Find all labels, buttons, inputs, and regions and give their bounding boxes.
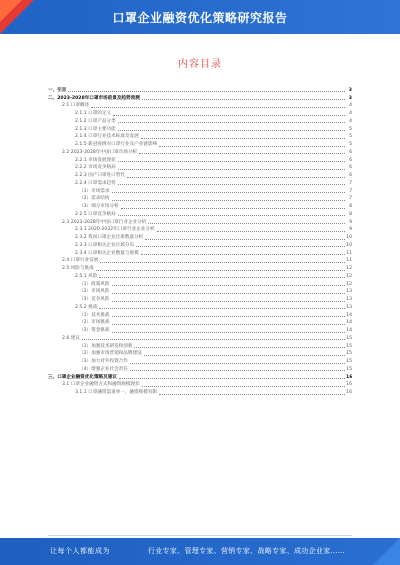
toc-entry[interactable]: [48, 326, 352, 334]
toc-leader-dots: [112, 332, 346, 333]
toc-entry-page: 11: [346, 258, 352, 264]
toc-entry-label: 2.1 口罩概述: [62, 103, 90, 109]
toc-leader-dots: [68, 91, 345, 92]
toc-entry-page: 15: [346, 335, 352, 341]
toc-entry[interactable]: [48, 156, 352, 164]
toc-entry-page: 6: [349, 149, 352, 155]
toc-entry[interactable]: [48, 319, 352, 327]
toc-entry[interactable]: [48, 288, 352, 296]
toc-entry-label: 2.3 2023-2028年中国口罩行业企业分析: [62, 219, 147, 225]
toc-entry-label: 2.2.2 市场竞争格局: [75, 165, 116, 171]
toc-leader-dots: [141, 138, 345, 139]
toc-entry-page: 13: [346, 304, 352, 310]
toc-entry-page: 4: [349, 118, 352, 124]
toc-entry-label: （4）增强企业社会责任: [79, 366, 128, 372]
toc-entry[interactable]: [48, 357, 352, 365]
toc-entry-page: 7: [349, 180, 352, 186]
toc-entry-label: 2.2.3 国产口罩进口替代: [75, 173, 125, 178]
toc-entry-label: 3.1.1 口罩融资渠道单一，融资规模有限: [75, 390, 158, 395]
toc-entry-label: （2）市场风险: [79, 289, 110, 295]
toc-leader-dots: [112, 192, 346, 193]
toc-title: 内容目录: [178, 59, 222, 70]
toc-entry[interactable]: [48, 365, 352, 373]
toc-entry-page: 12: [346, 273, 352, 279]
toc-entry[interactable]: [48, 195, 352, 203]
toc-entry[interactable]: [48, 264, 352, 272]
toc-entry-label: 2.5.1 风险: [75, 273, 98, 279]
toc-entry-page: 14: [346, 312, 352, 318]
toc-leader-dots: [112, 293, 346, 294]
toc-entry-label: 2.1.2 口罩产品分类: [75, 118, 116, 124]
toc-leader-dots: [141, 254, 345, 255]
toc-leader-dots: [139, 153, 345, 154]
toc-entry-page: 4: [349, 103, 352, 109]
toc-entry[interactable]: [48, 373, 352, 381]
toc-entry-label: （2）市场挑战: [79, 320, 110, 326]
toc-entry-page: 9: [349, 227, 352, 233]
toc-entry-label: 2.3.1 2020-2022年口罩行业企业分析: [75, 227, 155, 233]
toc-entry-page: 3: [348, 87, 352, 93]
toc-entry[interactable]: [48, 102, 352, 110]
toc-entry-page: 15: [346, 359, 352, 364]
toc-leader-dots: [136, 246, 345, 247]
toc-leader-dots: [142, 99, 345, 100]
toc-entry-label: 2.2 2023-2028年中国口罩市场分析: [62, 149, 138, 155]
toc-entry[interactable]: [48, 257, 352, 265]
toc-entry-page: 6: [349, 165, 352, 171]
toc-entry-label: （1）政策风险: [79, 281, 110, 287]
toc-entry[interactable]: [48, 381, 352, 389]
toc-entry-label: （1）加强技术研发和创新: [79, 343, 133, 349]
toc-entry[interactable]: [48, 171, 352, 179]
toc-entry-page: 7: [349, 196, 352, 202]
toc-entry-label: 2.3.2 我国口罩企业注册数量分析: [75, 235, 144, 240]
toc-leader-dots: [99, 308, 345, 309]
toc-leader-dots: [145, 239, 345, 240]
toc-entry-page: 3: [348, 95, 352, 101]
toc-leader-dots: [118, 215, 345, 216]
toc-leader-dots: [112, 324, 346, 325]
toc-entry[interactable]: [48, 179, 352, 187]
toc-entry-label: 一、引言: [48, 87, 67, 93]
toc-entry-page: 14: [346, 328, 352, 333]
toc-entry-label: （3）细分市场分析: [79, 204, 119, 209]
toc-entry-label: 2.1.5 新冠疫情对口罩行业及产业链影响: [75, 142, 158, 147]
toc-entry-label: 2.5.2 挑战: [75, 304, 98, 310]
report-title: 口罩企业融资优化策略研究报告: [112, 11, 288, 25]
toc-entry[interactable]: [48, 249, 352, 257]
toc-entry-page: 14: [346, 320, 352, 326]
toc-entry[interactable]: [48, 311, 352, 319]
toc-leader-dots: [121, 208, 345, 209]
toc-entry[interactable]: [48, 226, 352, 234]
toc-entry-page: 12: [346, 281, 352, 287]
toc-leader-dots: [112, 316, 346, 317]
toc-entry[interactable]: [48, 210, 352, 218]
toc-leader-dots: [130, 370, 345, 371]
toc-leader-dots: [118, 184, 345, 185]
toc-entry[interactable]: [48, 295, 352, 303]
toc-leader-dots: [112, 200, 346, 201]
toc-entry-label: 二、2023-2028年口罩市场前景及趋势预测: [48, 95, 140, 101]
toc-entry-page: 5: [349, 134, 352, 140]
footer-corner-accent: [373, 538, 400, 565]
footer-slogan-right: 行业专家、管理专家、营销专家、战略专家、成功企业家……: [148, 547, 346, 555]
toc-entry-page: 12: [346, 266, 352, 271]
toc-entry-label: 2.3.3 口罩相关企业区域分布: [75, 242, 135, 248]
toc-entry[interactable]: [48, 164, 352, 172]
toc-entry-page: 4: [349, 111, 352, 116]
toc-leader-dots: [118, 161, 345, 162]
toc-entry-page: 15: [346, 351, 352, 357]
toc-entry-page: 13: [346, 289, 352, 295]
toc-entry-label: 2.2.4 口罩需求趋势: [75, 180, 116, 186]
toc-entry-page: 16: [346, 374, 352, 380]
toc-entry-label: （1）市场需求: [79, 188, 110, 194]
toc-entry-page: 10: [346, 235, 352, 240]
toc-entry[interactable]: [48, 86, 352, 94]
toc-entry-label: （2）加强市场营销和品牌建设: [79, 351, 142, 357]
toc-leader-dots: [112, 301, 346, 302]
toc-entry[interactable]: [48, 117, 352, 125]
toc-entry[interactable]: [48, 303, 352, 311]
toc-entry-page: 8: [349, 204, 352, 209]
toc-entry[interactable]: [48, 388, 352, 396]
toc-entry[interactable]: [48, 133, 352, 141]
toc-entry[interactable]: [48, 125, 352, 133]
toc-entry-label: 2.2.5 口罩竞争格局: [75, 211, 116, 217]
toc-entry-page: 15: [346, 366, 352, 372]
toc-entry-label: （3）资金挑战: [79, 328, 110, 333]
toc-entry[interactable]: [48, 94, 352, 102]
toc-entry-page: 9: [349, 219, 352, 225]
toc-leader-dots: [118, 122, 345, 123]
toc-entry-label: 2.1.1 口罩的定义: [75, 111, 112, 116]
toc-leader-dots: [134, 347, 345, 348]
toc-leader-dots: [100, 262, 345, 263]
toc-entry-page: 13: [346, 297, 352, 302]
toc-leader-dots: [130, 363, 345, 364]
toc-entry-page: 7: [349, 188, 352, 194]
toc-leader-dots: [96, 270, 345, 271]
toc-leader-dots: [159, 394, 345, 395]
toc-entry-page: 11: [346, 250, 352, 256]
toc-entry[interactable]: [48, 233, 352, 241]
toc-leader-dots: [112, 285, 346, 286]
toc-entry-page: 16: [346, 382, 352, 388]
toc-leader-dots: [119, 378, 345, 379]
toc-entry-label: （1）技术挑战: [79, 312, 110, 318]
toc-entry[interactable]: [48, 202, 352, 210]
toc-entry-label: （2）需求结构: [79, 196, 110, 202]
toc-entry[interactable]: [48, 218, 352, 226]
toc-entry-page: 6: [349, 157, 352, 163]
toc-entry[interactable]: [48, 334, 352, 342]
toc-entry-label: 2.3.4 口罩相关企业数量与规模: [75, 250, 139, 256]
toc-entry-label: 三、口罩企业融资优化策略及建议: [48, 374, 117, 380]
toc-entry-label: 2.1.3 口罩主要功能: [75, 126, 116, 132]
toc-entry-page: 8: [349, 211, 352, 217]
toc-entry-label: 3.1 口罩企业融资方式和融资规模现状: [62, 382, 140, 388]
toc-entry-page: 15: [346, 343, 352, 349]
toc-entry-label: 2.5 风险与挑战: [62, 266, 94, 271]
toc-entry[interactable]: [48, 148, 352, 156]
toc-entry-label: 2.1.4 口罩行业技术标准及发展: [75, 134, 139, 140]
table-of-contents: [48, 86, 352, 396]
footer-slogan-left: 让每个人都能成为: [50, 547, 110, 555]
toc-entry-page: 5: [349, 142, 352, 147]
toc-leader-dots: [157, 231, 345, 232]
toc-entry-label: （3）竞争风险: [79, 297, 110, 302]
toc-entry[interactable]: [48, 241, 352, 249]
toc-leader-dots: [99, 277, 345, 278]
toc-leader-dots: [159, 146, 345, 147]
toc-leader-dots: [82, 339, 345, 340]
footer-divider: [48, 535, 352, 536]
toc-entry[interactable]: [48, 187, 352, 195]
toc-leader-dots: [91, 107, 345, 108]
toc-entry[interactable]: [48, 280, 352, 288]
toc-leader-dots: [127, 177, 345, 178]
toc-leader-dots: [144, 355, 345, 356]
toc-entry-page: 5: [349, 126, 352, 132]
toc-entry[interactable]: [48, 350, 352, 358]
toc-leader-dots: [118, 130, 345, 131]
toc-entry[interactable]: [48, 109, 352, 117]
toc-entry-page: 10: [346, 242, 352, 248]
toc-entry-label: （3）加大对外投资合作: [79, 359, 128, 364]
toc-entry-label: 2.2.1 市场发展现状: [75, 157, 116, 163]
toc-entry-page: 16: [346, 390, 352, 395]
toc-entry[interactable]: [48, 342, 352, 350]
toc-leader-dots: [113, 115, 345, 116]
toc-entry-label: 2.4 口罩行业发展: [62, 258, 99, 264]
toc-entry[interactable]: [48, 272, 352, 280]
toc-entry-page: 6: [349, 173, 352, 178]
toc-leader-dots: [142, 386, 345, 387]
toc-leader-dots: [148, 223, 345, 224]
toc-leader-dots: [118, 169, 345, 170]
toc-entry-label: 2.6 建议: [62, 335, 80, 341]
toc-entry[interactable]: [48, 140, 352, 148]
